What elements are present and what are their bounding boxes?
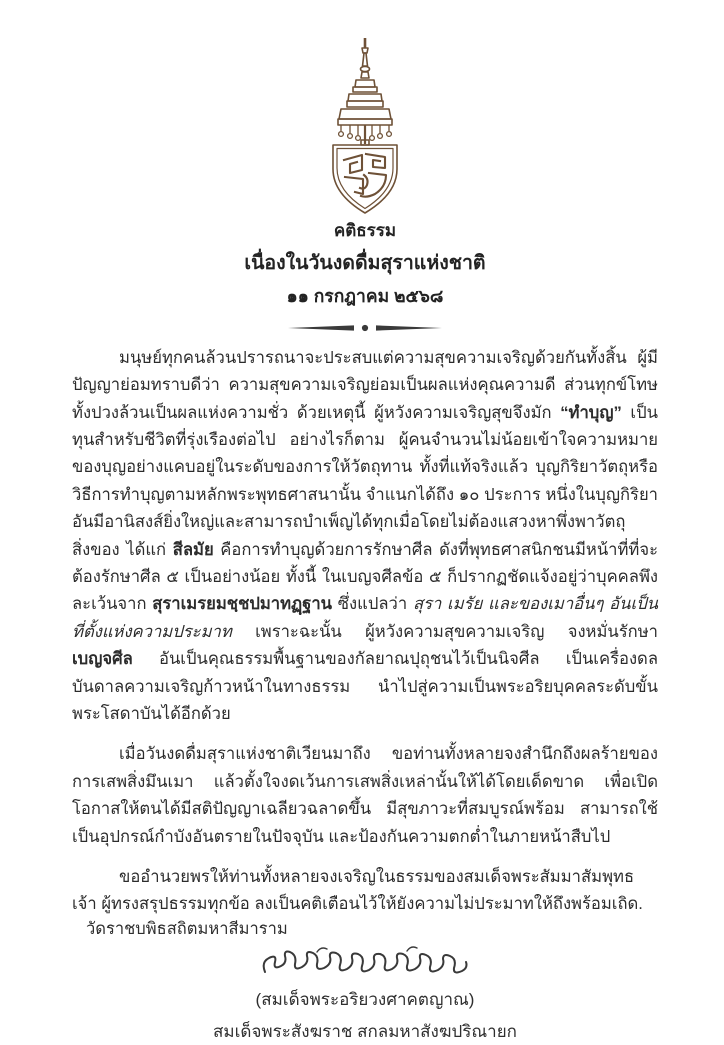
document-title: คติธรรม [333,221,397,240]
ornamental-divider [72,322,658,334]
signature-handwriting [257,944,473,982]
tapered-rule-icon [286,322,444,334]
body-paragraph-1: มนุษย์ทุกคนล้วนปรารถนาจะประสบแต่ความสุขความเจริญด้วยกันทั้งสิ้น ผู้มีปัญญาย่อมทราบดีว่า ความสุขความเจริญย่อมเป็นผลแห่งคุณความดี ส่วนทุกข์โทษทั้งปวงล้วนเป็นผลแห่งความชั่ว ด้วยเหตุนี้ ผู้หวังความเจริญสุขจึงมัก “ทำบุญ” เป็นทุนสำหรับชีวิตที่รุ่งเรืองต่อไป อย่างไรก็ตาม ผู้คนจำนวนไม่น้อยเข้าใจความหมายของบุญอย่างแคบอยู่ในระดับของการให้วัตถุทาน ทั้งที่แท้จริงแล้ว บุญกิริยาวัตถุหรือวิธีการทำบุญตามหลักพระพุทธศาสนานั้น จำแนกได้ถึง ๑๐ ประการ หนึ่งในบุญกิริยาอันมีอานิสงส์ยิ่งใหญ่และสามารถบำเพ็ญได้ทุกเมื่อโดยไม่ต้องแสวงหาพึ่งพาวัตถุสิ่งของ ได้แก่ สีลมัย คือการทำบุญด้วยการรักษาศีล ดังที่พุทธศาสนิกชนมีหน้าที่ที่จะต้องรักษาศีล ๕ เป็นอย่างน้อย ทั้งนี้ ในเบญจศีลข้อ ๕ ก็ปรากฏชัดแจ้งอยู่ว่าบุคคลพึงละเว้นจาก สุราเมรยมชฺชปมาทฏฺฐาน ซึ่งแปลว่า สุรา เมรัย และของเมาอื่นๆ อันเป็นที่ตั้งแห่งความประมาท เพราะฉะนั้น ผู้หวังความสุขความเจริญ จงหมั่นรักษา เบญจศีล อันเป็นคุณธรรมพื้นฐานของกัลยาณปุถุชนไว้เป็นนิจศีล เป็นเครื่องดลบันดาลความเจริญก้าวหน้าในทางธรรม นำไปสู่ความเป็นพระอริยบุคคลระดับขั้นพระโสดาบันได้อีกด้วย [72,347,658,723]
emblem-container [72,36,658,218]
footer-temple-name: วัดราชบพิธสถิตมหาสีมาราม [86,920,288,938]
body-paragraph-3: ขออำนวยพรให้ท่านทั้งหลายจงเจริญในธรรมของสมเด็จพระสัมมาสัมพุทธเจ้า ผู้ทรงสรุปธรรมทุกข้อ ลงเป็นคติเตือนไว้ให้ยังความไม่ประมาทให้ถึงพร้อมเถิด. [72,867,643,914]
supreme-patriarch-emblem-icon [317,36,413,218]
document-body [72,344,658,918]
document-subtitle: เนื่องในวันงดดื่มสุราแห่งชาติ [244,251,486,274]
body-paragraph-2: เมื่อวันงดดื่มสุราแห่งชาติเวียนมาถึง ขอท่านทั้งหลายจงสำนึกถึงผลร้ายของการเสพสิ่งมึนเมา แล้วตั้งใจงดเว้นการเสพสิ่งเหล่านั้นให้ได้โดยเด็ดขาด เพื่อเปิดโอกาสให้ตนได้มีสติปัญญาเฉลียวฉลาดขึ้น มีสุขภาวะที่สมบูรณ์พร้อม สามารถใช้เป็นอุปกรณ์กำบังอันตรายในปัจจุบัน และป้องกันความตกต่ำในภายหน้าสืบไป [72,744,658,846]
signer-title: สมเด็จพระสังฆราช สกลมหาสังฆปริณายก [213,1022,517,1042]
document-date: ๑๑ กรกฎาคม ๒๕๖๘ [286,286,444,307]
document-header [72,220,658,309]
signature-block [72,944,658,1045]
signer-name: (สมเด็จพระอริยวงศาคตญาณ) [255,989,475,1009]
